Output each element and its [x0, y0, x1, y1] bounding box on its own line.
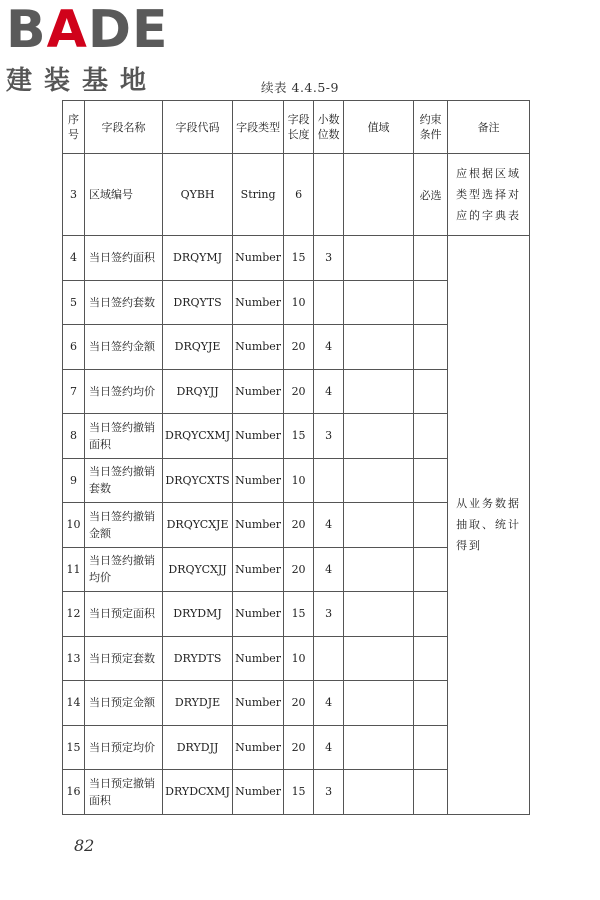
logo-subtitle: 建装基地: [6, 66, 159, 96]
cell-name: 当日签约面积: [85, 236, 163, 281]
header-constraint: 约束条件: [414, 101, 448, 154]
cell-code: DRQYCXMJ: [163, 414, 233, 459]
header-seq: 序号: [63, 101, 85, 154]
cell-decimals: 4: [314, 325, 344, 370]
logo-wordmark: BADE: [6, 0, 169, 60]
cell-code: DRYDCXMJ: [163, 770, 233, 815]
cell-decimals: 4: [314, 725, 344, 770]
cell-name: 当日预定金额: [85, 681, 163, 726]
cell-domain: [344, 770, 414, 815]
cell-domain: [344, 458, 414, 503]
cell-type: Number: [233, 770, 284, 815]
cell-length: 20: [284, 725, 314, 770]
cell-seq: 6: [63, 325, 85, 370]
cell-type: Number: [233, 636, 284, 681]
cell-domain: [344, 503, 414, 548]
cell-seq: 8: [63, 414, 85, 459]
cell-length: 20: [284, 369, 314, 414]
header-name: 字段名称: [85, 101, 163, 154]
cell-name: 当日预定均价: [85, 725, 163, 770]
header-decimals: 小数位数: [314, 101, 344, 154]
cell-constraint: 必选: [414, 154, 448, 236]
cell-decimals: [314, 636, 344, 681]
cell-domain: [344, 681, 414, 726]
header-code: 字段代码: [163, 101, 233, 154]
page-number: 82: [74, 836, 95, 855]
cell-domain: [344, 636, 414, 681]
cell-type: Number: [233, 369, 284, 414]
cell-code: DRQYCXTS: [163, 458, 233, 503]
cell-length: 15: [284, 592, 314, 637]
cell-decimals: [314, 154, 344, 236]
cell-constraint: [414, 770, 448, 815]
cell-seq: 11: [63, 547, 85, 592]
cell-code: DRQYJE: [163, 325, 233, 370]
cell-name: 当日签约均价: [85, 369, 163, 414]
cell-domain: [344, 414, 414, 459]
cell-code: DRYDMJ: [163, 592, 233, 637]
cell-type: String: [233, 154, 284, 236]
cell-domain: [344, 592, 414, 637]
header-domain: 值域: [344, 101, 414, 154]
table-caption: 续表 4.4.5-9: [261, 80, 339, 95]
cell-remark: 应根据区域类型选择对应的字典表: [448, 154, 530, 236]
cell-name: 当日签约撤销套数: [85, 458, 163, 503]
cell-constraint: [414, 236, 448, 281]
cell-seq: 12: [63, 592, 85, 637]
cell-name: 当日预定套数: [85, 636, 163, 681]
cell-length: 15: [284, 770, 314, 815]
cell-code: DRYDJJ: [163, 725, 233, 770]
cell-decimals: 4: [314, 547, 344, 592]
cell-length: 20: [284, 325, 314, 370]
cell-seq: 14: [63, 681, 85, 726]
cell-code: DRQYJJ: [163, 369, 233, 414]
cell-decimals: [314, 458, 344, 503]
table-header-row: [63, 101, 530, 154]
cell-seq: 15: [63, 725, 85, 770]
cell-constraint: [414, 636, 448, 681]
header-type: 字段类型: [233, 101, 284, 154]
cell-domain: [344, 547, 414, 592]
cell-code: DRQYCXJJ: [163, 547, 233, 592]
cell-domain: [344, 154, 414, 236]
cell-seq: 4: [63, 236, 85, 281]
cell-domain: [344, 369, 414, 414]
header-length: 字段长度: [284, 101, 314, 154]
cell-seq: 5: [63, 280, 85, 325]
cell-type: Number: [233, 458, 284, 503]
cell-seq: 16: [63, 770, 85, 815]
cell-domain: [344, 280, 414, 325]
cell-remark: 从业务数据抽取、统计得到: [448, 236, 530, 815]
cell-decimals: 3: [314, 592, 344, 637]
cell-constraint: [414, 681, 448, 726]
cell-decimals: 3: [314, 770, 344, 815]
cell-name: 当日签约撤销金额: [85, 503, 163, 548]
field-definition-table: [62, 100, 530, 815]
cell-length: 20: [284, 547, 314, 592]
cell-type: Number: [233, 503, 284, 548]
cell-type: Number: [233, 725, 284, 770]
cell-seq: 3: [63, 154, 85, 236]
cell-constraint: [414, 369, 448, 414]
cell-constraint: [414, 503, 448, 548]
cell-name: 当日签约撤销面积: [85, 414, 163, 459]
cell-name: 区域编号: [85, 154, 163, 236]
cell-decimals: 3: [314, 414, 344, 459]
cell-type: Number: [233, 414, 284, 459]
cell-code: DRQYMJ: [163, 236, 233, 281]
cell-name: 当日预定撤销面积: [85, 770, 163, 815]
cell-domain: [344, 325, 414, 370]
cell-length: 10: [284, 458, 314, 503]
cell-constraint: [414, 325, 448, 370]
cell-decimals: 4: [314, 369, 344, 414]
cell-code: DRYDJE: [163, 681, 233, 726]
cell-constraint: [414, 725, 448, 770]
cell-constraint: [414, 547, 448, 592]
cell-decimals: 3: [314, 236, 344, 281]
cell-domain: [344, 236, 414, 281]
cell-constraint: [414, 280, 448, 325]
table-row: [63, 154, 530, 236]
cell-code: DRQYTS: [163, 280, 233, 325]
cell-length: 20: [284, 503, 314, 548]
cell-name: 当日预定面积: [85, 592, 163, 637]
cell-name: 当日签约套数: [85, 280, 163, 325]
cell-code: DRQYCXJE: [163, 503, 233, 548]
cell-type: Number: [233, 592, 284, 637]
cell-type: Number: [233, 236, 284, 281]
cell-length: 15: [284, 414, 314, 459]
cell-constraint: [414, 592, 448, 637]
cell-name: 当日签约金额: [85, 325, 163, 370]
cell-constraint: [414, 414, 448, 459]
cell-length: 10: [284, 636, 314, 681]
cell-code: QYBH: [163, 154, 233, 236]
cell-decimals: 4: [314, 681, 344, 726]
cell-code: DRYDTS: [163, 636, 233, 681]
cell-length: 15: [284, 236, 314, 281]
cell-type: Number: [233, 681, 284, 726]
cell-type: Number: [233, 547, 284, 592]
cell-seq: 9: [63, 458, 85, 503]
cell-length: 20: [284, 681, 314, 726]
cell-seq: 7: [63, 369, 85, 414]
cell-seq: 10: [63, 503, 85, 548]
table-row: [63, 236, 530, 281]
cell-decimals: [314, 280, 344, 325]
cell-name: 当日签约撤销均价: [85, 547, 163, 592]
cell-type: Number: [233, 280, 284, 325]
cell-domain: [344, 725, 414, 770]
cell-length: 6: [284, 154, 314, 236]
cell-type: Number: [233, 325, 284, 370]
cell-seq: 13: [63, 636, 85, 681]
cell-length: 10: [284, 280, 314, 325]
header-remark: 备注: [448, 101, 530, 154]
cell-constraint: [414, 458, 448, 503]
cell-decimals: 4: [314, 503, 344, 548]
